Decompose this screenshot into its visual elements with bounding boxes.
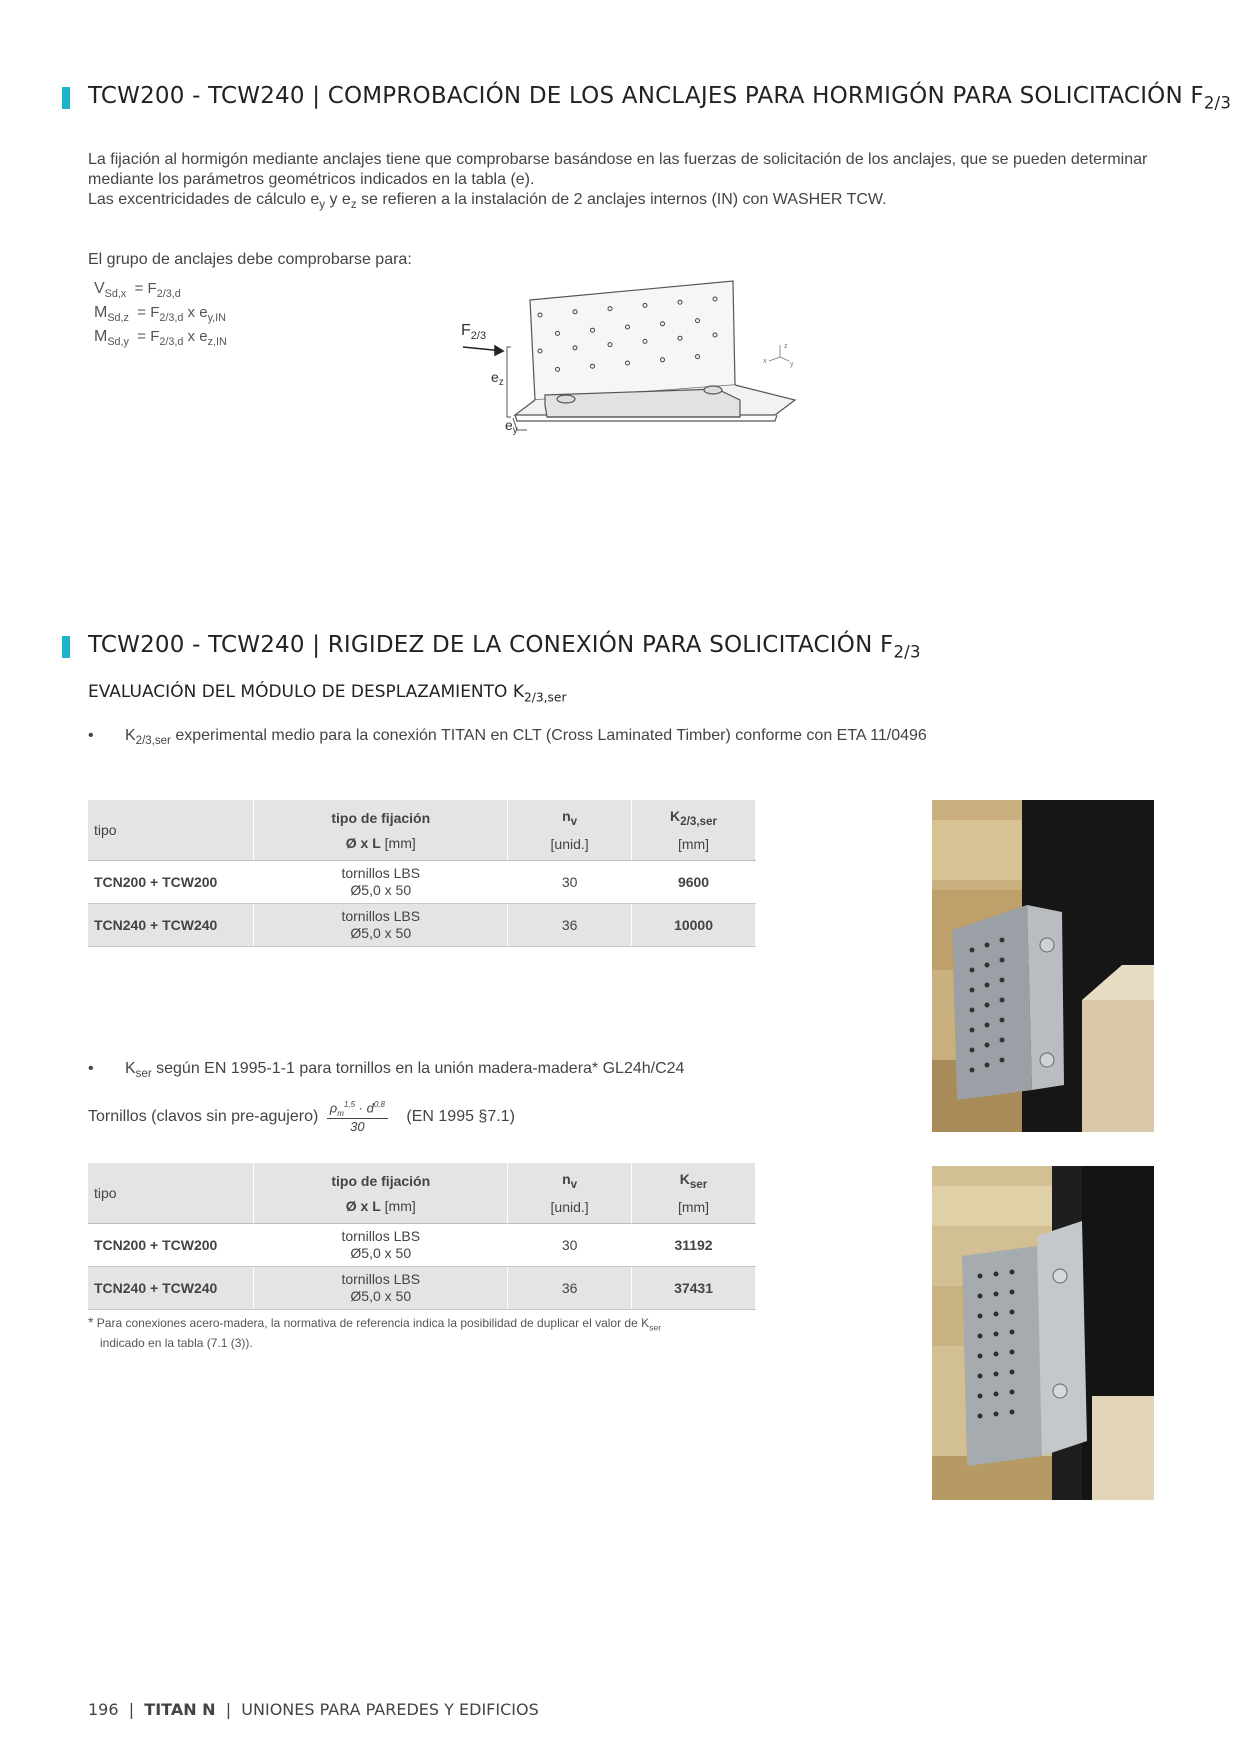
formula-msdz: $M_{Sd,z} = F_{2/3,d}$ x $e_{y,IN}$ xyxy=(94,304,226,324)
stiffness-table-experimental xyxy=(88,800,756,947)
cell-kser: 37431 xyxy=(632,1267,756,1310)
force-arrow xyxy=(463,346,503,355)
header-tipo: tipo xyxy=(88,1163,254,1224)
table-header-row xyxy=(88,1163,756,1224)
cell-tipo: TCN240 + TCW240 xyxy=(88,904,254,947)
header-fixation: tipo de fijación Ø x L [mm] xyxy=(254,1163,508,1224)
formula-msdy: $M_{Sd,y} = F_{2/3,d}$ x $e_{z,IN}$ xyxy=(94,328,227,348)
cell-fixation: tornillos LBS Ø5,0 x 50 xyxy=(254,1224,508,1267)
footer-brand: TITAN N xyxy=(144,1700,216,1719)
test-photo-bottom xyxy=(932,1166,1154,1500)
ez-dimension xyxy=(507,347,511,417)
page-number: 196 xyxy=(88,1700,119,1719)
test-photo-top xyxy=(932,800,1154,1132)
table-header-row xyxy=(88,800,756,861)
cell-k: 10000 xyxy=(632,904,756,947)
axis-x-label: x xyxy=(763,358,767,365)
header-k: $K_{2/3,ser}$ [mm] xyxy=(632,800,756,861)
header-kser: $K_{ser}$ [mm] xyxy=(632,1163,756,1224)
table-row xyxy=(88,1267,756,1310)
section-marker xyxy=(62,87,70,109)
formula-vsdx: $V_{Sd,x} = F_{2/3,d}$ xyxy=(94,280,181,300)
cell-nv: 36 xyxy=(508,904,632,947)
cell-nv: 36 xyxy=(508,1267,632,1310)
table-row xyxy=(88,861,756,904)
section-title-stiffness: TCW200 - TCW240 | RIGIDEZ DE LA CONEXIÓN PARA SOLICITACIÓN $F_{2/3}$ xyxy=(88,632,921,662)
footer-section: UNIONES PARA PAREDES Y EDIFICIOS xyxy=(241,1700,539,1719)
stiffness-table-en1995 xyxy=(88,1163,756,1310)
header-nv: $n_v$ [unid.] xyxy=(508,800,632,861)
cell-nv: 30 xyxy=(508,861,632,904)
section-marker xyxy=(62,636,70,658)
ez-label: $e_z$ xyxy=(491,369,504,388)
cell-tipo: TCN200 + TCW200 xyxy=(88,1224,254,1267)
cell-fixation: tornillos LBS Ø5,0 x 50 xyxy=(254,1267,508,1310)
cell-kser: 31192 xyxy=(632,1224,756,1267)
anchor-diagram xyxy=(455,275,805,445)
formula-screws: Tornillos (clavos sin pre-agujero) $\frac{\rho_m^{1,5} \cdot d^{0,8}}{30}$ (EN 1995 §7.1) xyxy=(88,1100,515,1134)
bullet-experimental: • $K_{2/3,ser}$ experimental medio para la conexión TITAN en CLT (Cross Laminated Timber) conforme con ETA 11/0496 xyxy=(88,727,927,748)
subsection-title: EVALUACIÓN DEL MÓDULO DE DESPLAZAMIENTO $K_{2/3,ser}$ xyxy=(88,682,567,705)
cell-fixation: tornillos LBS Ø5,0 x 50 xyxy=(254,904,508,947)
axis-y-label: y xyxy=(790,361,794,368)
section-title-anchors: TCW200 - TCW240 | COMPROBACIÓN DE LOS ANCLAJES PARA HORMIGÓN PARA SOLICITACIÓN $F_{2/3}$ xyxy=(88,83,1232,113)
cell-fixation: tornillos LBS Ø5,0 x 50 xyxy=(254,861,508,904)
table-row xyxy=(88,904,756,947)
group-label: El grupo de anclajes debe comprobarse para: xyxy=(88,251,412,268)
header-tipo: tipo xyxy=(88,800,254,861)
ey-label: $e_y$ xyxy=(505,417,518,436)
angle-plate-drawing xyxy=(515,281,795,421)
intro-paragraph: La fijación al hormigón mediante anclajes tiene que comprobarse basándose en las fuerzas de solicitación de los anclajes, que se pueden determinar mediante los parámetros geométricos indicados en la tabla (e). Las excentricidades de cálculo $e_y$ y $e_z$ se refieren a la instalación de 2 anclajes internos (IN) con WASHER TCW. xyxy=(88,151,1148,212)
cell-k: 9600 xyxy=(632,861,756,904)
cell-nv: 30 xyxy=(508,1224,632,1267)
table-row xyxy=(88,1224,756,1267)
footnote: * Para conexiones acero-madera, la normativa de referencia indica la posibilidad de duplicar el valor de $K_{ser}$ indicado en la tabla (7.1 (3)). xyxy=(88,1314,662,1351)
header-fixation: tipo de fijación Ø x L [mm] xyxy=(254,800,508,861)
page-footer: 196 | TITAN N | UNIONES PARA PAREDES Y EDIFICIOS xyxy=(88,1700,539,1719)
force-label: $F_{2/3}$ xyxy=(461,322,487,342)
bullet-en1995: • $K_{ser}$ según EN 1995-1-1 para tornillos en la unión madera-madera* GL24h/C24 xyxy=(88,1060,685,1081)
formula-fraction: $\frac{\rho_m^{1,5} \cdot d^{0,8}}{30}$ xyxy=(327,1100,388,1134)
axis-z-label: z xyxy=(784,343,788,350)
cell-tipo: TCN200 + TCW200 xyxy=(88,861,254,904)
cell-tipo: TCN240 + TCW240 xyxy=(88,1267,254,1310)
header-nv: $n_v$ [unid.] xyxy=(508,1163,632,1224)
